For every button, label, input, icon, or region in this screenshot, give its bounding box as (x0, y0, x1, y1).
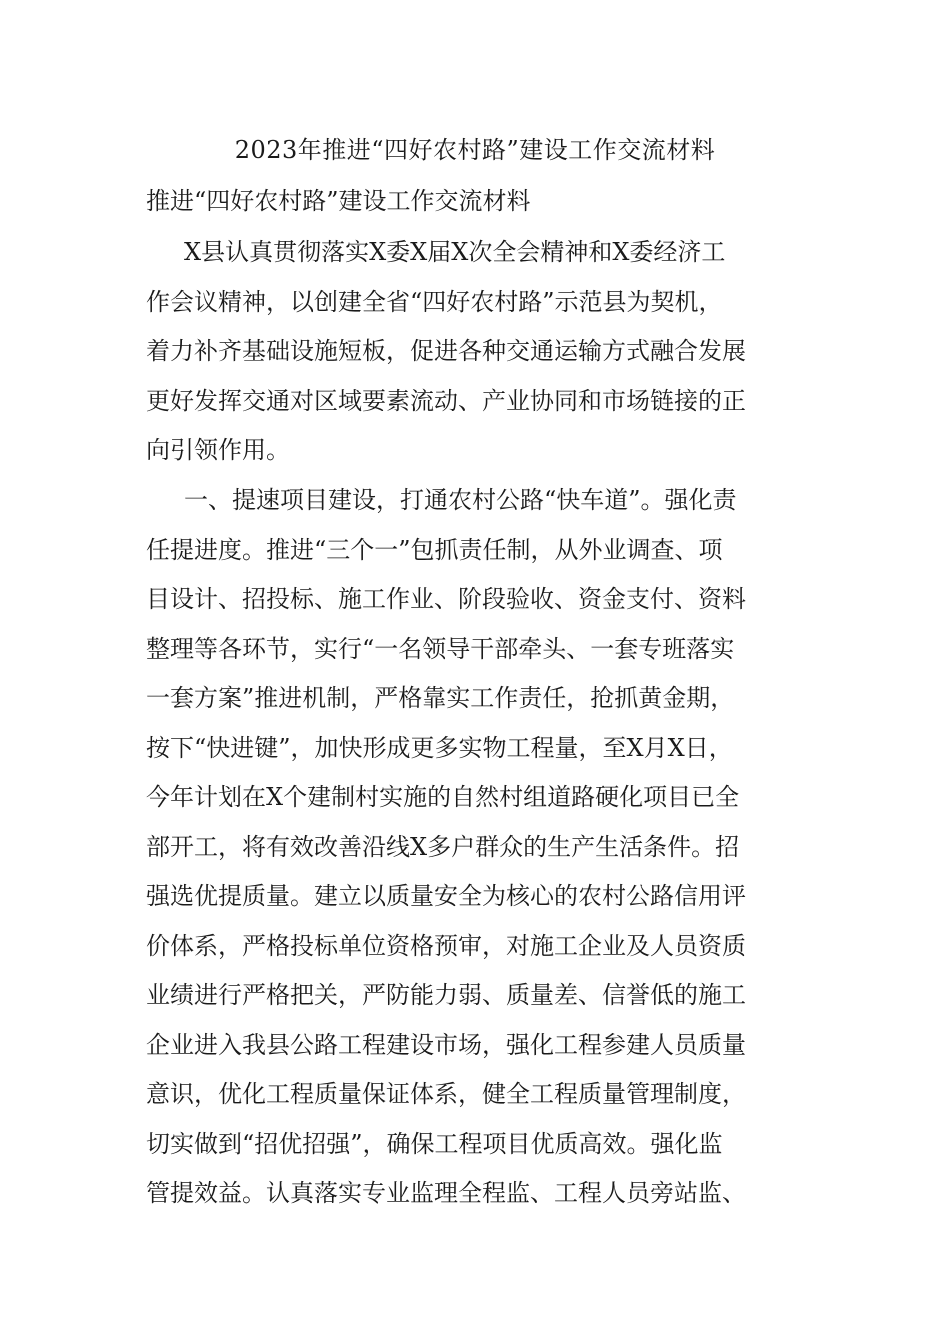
text-line: 今年计划在X个建制村实施的自然村组道路硬化项目已全 (146, 783, 740, 811)
paragraph-section-one (146, 476, 806, 1219)
text-line: 目设计、招投标、施工作业、阶段验收、资金支付、资料 (146, 585, 746, 613)
text-line: 业绩进行严格把关，严防能力弱、质量差、信誉低的施工 (146, 981, 746, 1009)
text-line: 更好发挥交通对区域要素流动、产业协同和市场链接的正 (146, 386, 746, 415)
text-line: 着力补齐基础设施短板，促进各种交通运输方式融合发展 (146, 337, 746, 365)
document-subtitle: 推进“四好农村路”建设工作交流材料 (146, 187, 531, 215)
text-line: 向引领作用。 (146, 436, 290, 464)
text-line: 部开工，将有效改善沿线X多户群众的生产生活条件。招 (146, 832, 740, 861)
text-line: 价体系，严格投标单位资格预审，对施工企业及人员资质 (146, 931, 746, 960)
text-line: 按下“快进键”，加快形成更多实物工程量，至X月X日， (146, 733, 733, 762)
text-line: 企业进入我县公路工程建设市场，强化工程参建人员质量 (146, 1030, 746, 1059)
text-line: 整理等各环节，实行“一名领导干部牵头、一套专班落实 (146, 634, 735, 663)
text-line: 管提效益。认真落实专业监理全程监、工程人员旁站监、 (146, 1179, 746, 1207)
text-line: 一套方案”推进机制，严格靠实工作责任，抢抓黄金期， (146, 684, 735, 712)
text-line: 一、提速项目建设，打通农村公路“快车道”。强化责 (184, 486, 737, 514)
text-line: 任提进度。推进“三个一”包抓责任制，从外业调查、项 (146, 535, 723, 564)
text-line: X县认真贯彻落实X委X届X次全会精神和X委经济工 (184, 238, 726, 266)
text-line: 意识，优化工程质量保证体系，健全工程质量管理制度， (146, 1080, 746, 1108)
text-line: 切实做到“招优招强”，确保工程项目优质高效。强化监 (146, 1129, 723, 1158)
text-line: 作会议精神，以创建全省“四好农村路”示范县为契机， (146, 287, 723, 316)
document-title: 2023年推进“四好农村路”建设工作交流材料 (234, 136, 716, 164)
text-line: 强选优提质量。建立以质量安全为核心的农村公路信用评 (146, 882, 746, 910)
paragraph-intro (146, 228, 806, 476)
